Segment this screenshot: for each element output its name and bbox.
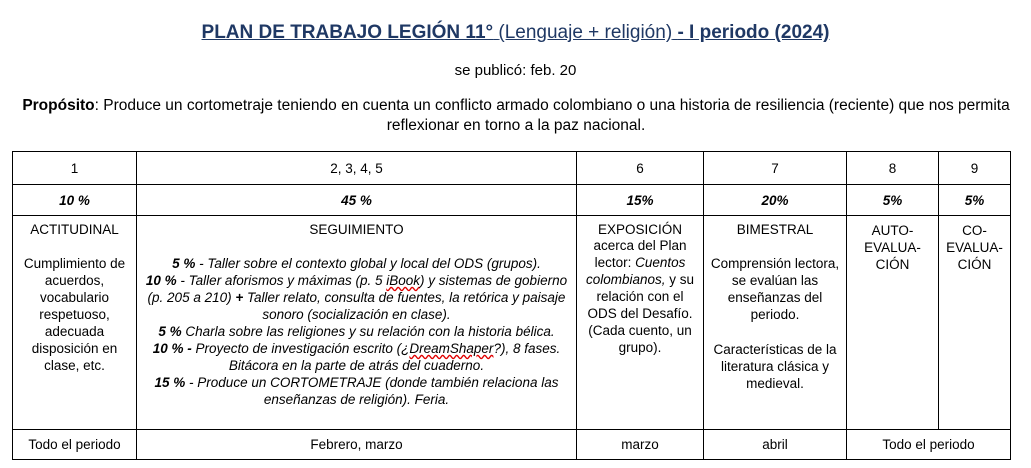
activity-percent: 10 % - — [152, 341, 192, 356]
purpose-text: : Produce un cortometraje teniendo en cuenta un conflicto armado colombiano o una historia de resiliencia (reciente) que nos permita reflexionar en torno a la paz nacional. — [94, 97, 1010, 134]
col-number-5: 8 — [847, 152, 939, 185]
seguimiento-activities — [140, 255, 573, 408]
cell-bimestral — [704, 216, 847, 430]
col-number-6: 9 — [939, 152, 1011, 185]
heading-coevaluacion: CO-EVALUA-CIÓN — [946, 223, 1003, 272]
col-percent-3: 15% — [577, 185, 704, 216]
activity-percent: 5 % — [172, 256, 196, 271]
purpose-label: Propósito — [22, 97, 95, 114]
col-percent-1: 10 % — [13, 185, 137, 216]
cell-actitudinal — [13, 216, 137, 430]
cell-autoevaluacion — [847, 216, 939, 430]
title-main: PLAN DE TRABAJO LEGIÓN 11° — [201, 22, 494, 43]
page-title — [0, 22, 1031, 44]
cell-exposicion — [577, 216, 704, 430]
table-row-timeframes — [13, 430, 1011, 460]
heading-exposicion: EXPOSICIÓN — [597, 222, 683, 237]
activity-item: 10 % - Proyecto de investigación escrito (¿DreamShaper?), 8 fases. Bitácora en la parte de atrás del cuaderno. — [152, 341, 561, 373]
heading-bimestral: BIMESTRAL — [736, 222, 814, 237]
work-plan-table — [12, 151, 1011, 460]
col-number-1: 1 — [13, 152, 137, 185]
activity-item: 5 % Charla sobre las religiones y su relación con la historia bélica. — [158, 324, 555, 339]
cell-coevaluacion — [939, 216, 1011, 430]
table-row-percentages — [13, 185, 1011, 216]
purpose-paragraph — [14, 96, 1018, 136]
col-number-2: 2, 3, 4, 5 — [137, 152, 577, 185]
timeframe-evaluaciones: Todo el periodo — [847, 430, 1011, 460]
bimestral-description: Comprensión lectora, se evalúan las enseñanzas del periodo. — [710, 256, 840, 322]
activity-percent: 5 % — [158, 324, 182, 339]
col-number-4: 7 — [704, 152, 847, 185]
activity-percent: 15 % — [154, 375, 186, 390]
table-row-descriptions — [13, 216, 1011, 430]
table-row-numbers — [13, 152, 1011, 185]
timeframe-exposicion: marzo — [577, 430, 704, 460]
activity-item: 5 % - Taller sobre el contexto global y local del ODS (grupos). — [172, 256, 541, 271]
timeframe-actitudinal: Todo el periodo — [13, 430, 137, 460]
col-percent-5: 5% — [847, 185, 939, 216]
activity-percent: 10 % — [145, 273, 177, 288]
exposicion-description: acerca del Plan lector: Cuentos colombianos, y su relación con el ODS del Desafío. (Cada cuento, un grupo). — [585, 238, 695, 355]
activity-item: 15 % - Produce un CORTOMETRAJE (donde también relaciona las enseñanzas de religión). Feria. — [154, 375, 559, 407]
col-percent-4: 20% — [704, 185, 847, 216]
heading-seguimiento: SEGUIMIENTO — [309, 222, 404, 237]
title-subject: (Lenguaje + religión) — [498, 22, 673, 43]
published-date: se publicó: feb. 20 — [454, 62, 577, 79]
cell-seguimiento — [137, 216, 577, 430]
activity-item: 10 % - Taller aforismos y máximas (p. 5 iBook) y sistemas de gobierno (p. 205 a 210) + Taller relato, consulta de fuentes, la retórica y paisaje sonoro (socialización en clase). — [145, 273, 568, 322]
heading-autoevaluacion: AUTO-EVALUA-CIÓN — [864, 223, 921, 272]
title-period: - I periodo (2024) — [677, 22, 830, 43]
col-percent-2: 45 % — [137, 185, 577, 216]
bimestral-topics: Características de la literatura clásica y medieval. — [713, 342, 837, 391]
col-number-3: 6 — [577, 152, 704, 185]
timeframe-seguimiento: Febrero, marzo — [137, 430, 577, 460]
col-percent-6: 5% — [939, 185, 1011, 216]
heading-actitudinal: ACTITUDINAL — [30, 222, 119, 237]
timeframe-bimestral: abril — [704, 430, 847, 460]
actitudinal-description: Cumplimiento de acuerdos, vocabulario respetuoso, adecuada disposición en clase, etc. — [23, 256, 126, 373]
